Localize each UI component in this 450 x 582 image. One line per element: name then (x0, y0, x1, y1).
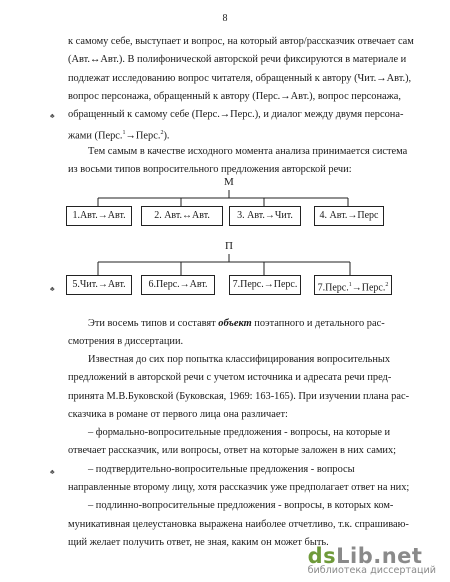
diagram-box-6: 6.Перс.→Авт. (141, 275, 215, 295)
diagram-box-2: 2. Авт.↔Авт. (141, 206, 223, 226)
diagram-root-p: П (225, 240, 233, 252)
text-line: Тем самым в качестве исходного момента анализа принимается система (88, 146, 408, 157)
page-number: 8 (222, 13, 228, 24)
paragraph-3 (68, 315, 414, 352)
text-line: из восьми типов вопросительного предложения авторской речи: (68, 164, 352, 176)
text-line: предложений в авторской речи с учетом источника и адресата речи пред- (68, 372, 392, 384)
diagram-box-5: 5.Чит.→Авт. (66, 275, 132, 295)
diagram-box-1: 1.Авт.→Авт. (66, 206, 132, 226)
text-line: жами (Перс.$^1$→Перс.$^2$). (68, 130, 170, 142)
text-line: отвечает рассказчик, или вопросы, ответ на которые заложен в них самих; (68, 445, 397, 457)
text-line: (Авт.↔Авт.). В полифонической авторской речи фиксируются в материале и (68, 54, 407, 66)
scan-mark-3: ♣ (50, 468, 55, 476)
diagram-box-7: 7.Перс.→Перс. (229, 275, 301, 295)
diagram-box-8: 7.Перс.$^1$→Перс.$^2$ (314, 275, 392, 295)
diagram-box-3: 3. Авт.→Чит. (229, 206, 301, 226)
diagram-box-4: 4. Авт.→Перс (314, 206, 384, 226)
text-line: вопрос персонажа, обращенный к автору (Перс.→Авт.), вопрос персонажа, (68, 90, 402, 102)
text-line: принята М.В.Буковской (Буковская, 1969: 163-165). При изучении плана рас- (68, 390, 410, 402)
paragraph-4 (68, 351, 414, 552)
text-line: – формально-вопросительные предложения - вопросы, на которые и (88, 427, 391, 439)
text-line: – подлинно-вопросительные предложения - вопросы, в которых ком- (88, 500, 394, 512)
diagram-root-m: М (224, 176, 234, 188)
text-line: Известная до сих пор попытка классифицирования вопросительных (88, 354, 391, 365)
dslib-logo: dsLib.net (307, 544, 423, 568)
text-line: Эти восемь типов и составят объект поэтапного и детального рас- (88, 318, 385, 329)
text-line: муникативная целеустановка выражена наиболее отчетливо, т.к. спрашиваю- (68, 518, 409, 530)
scan-mark-2: ♣ (50, 285, 55, 293)
text-line: смотрения в диссертации. (68, 336, 184, 348)
text-line: к самому себе, выступает и вопрос, на который автор/рассказчик отвечает сам (68, 36, 414, 47)
text-line: щий желает получить ответ, не зная, каким он может быть. (68, 536, 329, 548)
scan-mark-1: ♣ (50, 112, 55, 120)
text-line: обращенный к самому себе (Перс.→Перс.), и диалог между двумя персона- (68, 109, 404, 121)
dslib-subtitle: библиотека диссертаций (307, 565, 436, 576)
text-line: сказчика в романе от первого лица она различает: (68, 408, 288, 420)
emphasis-word: объект (218, 318, 252, 329)
text-line: подлежат исследованию вопрос читателя, обращенный к автору (Чит.→Авт.), (68, 72, 412, 84)
dslib-watermark (308, 544, 436, 576)
text-line: – подтвердительно-вопросительные предложения - вопросы (88, 463, 355, 475)
text-line: направленные второму лицу, хотя рассказчик уже предполагает ответ на них; (68, 482, 410, 494)
